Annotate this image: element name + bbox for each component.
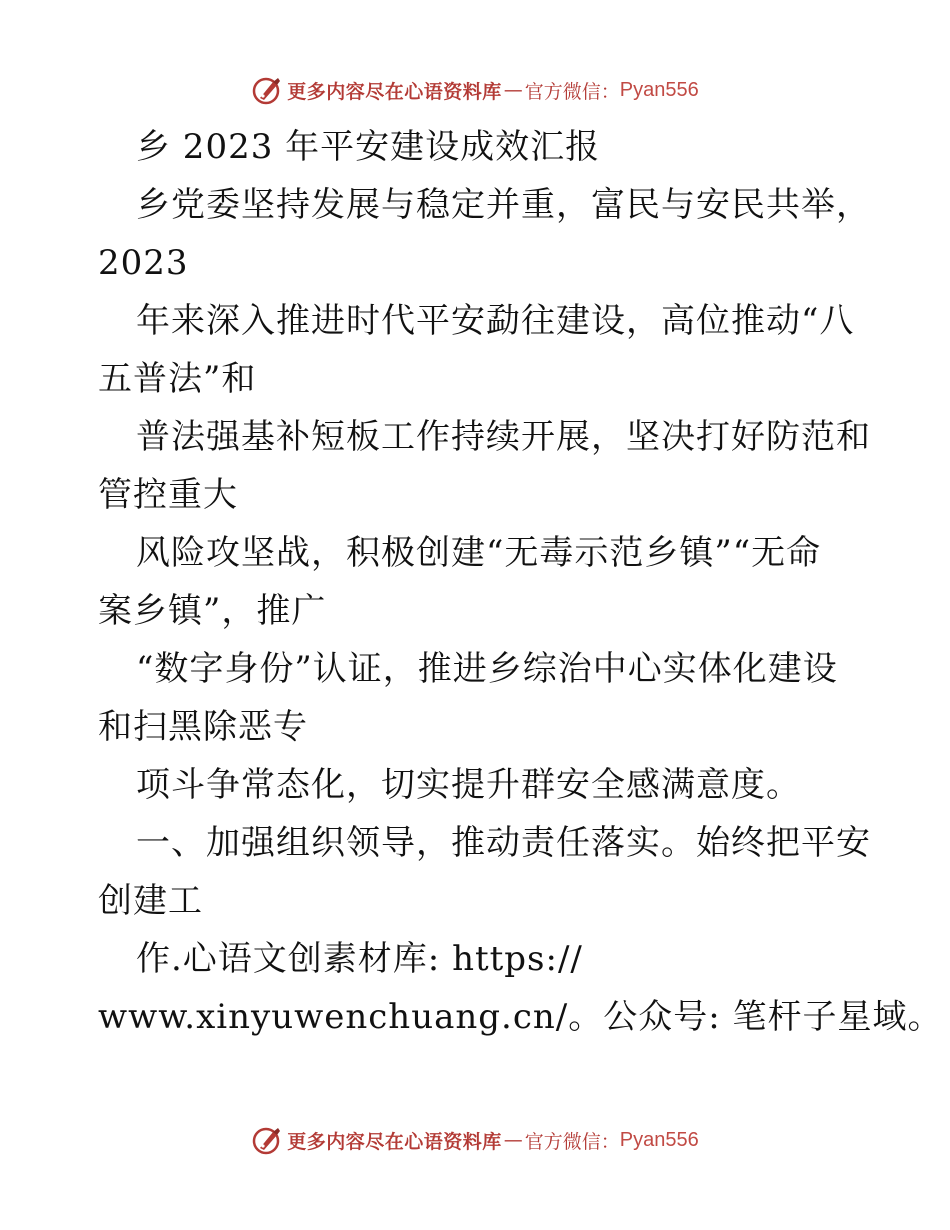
footer-watermark-banner: [0, 1120, 950, 1160]
section-heading-line: 一、加强组织领导，推动责任落实。始终把平安: [136, 823, 871, 863]
banner-wechat-id: Pyan556: [619, 78, 699, 101]
text-line: 年来深入推进时代平安勐往建设，高位推动“八: [136, 301, 855, 341]
text-line: 普法强基补短板工作持续开展，坚决打好防范和: [136, 417, 871, 457]
text-line: 乡党委坚持发展与稳定并重，富民与安民共举，: [136, 185, 871, 225]
text-line: 案乡镇”，推广: [98, 591, 327, 631]
text-line: 作.心语文创素材库: https://: [136, 939, 583, 979]
banner-dash: —: [503, 79, 523, 101]
banner-wechat-label: 官方微信：: [524, 80, 620, 103]
text-line: “数字身份”认证，推进乡综治中心实体化建设: [136, 649, 838, 689]
banner-wechat-label: 官方微信：: [524, 1130, 620, 1153]
banner-text: 更多内容尽在心语资料库: [287, 80, 502, 103]
banner-wechat-id: Pyan556: [619, 1128, 699, 1151]
document-body: [98, 118, 943, 1046]
text-line: www.xinyuwenchuang.cn/。公众号: 笔杆子星域。: [98, 997, 943, 1037]
document-title: 乡 2023 年平安建设成效汇报: [136, 127, 601, 167]
text-line: 和扫黑除恶专: [98, 707, 308, 747]
text-line: 管控重大: [98, 475, 238, 515]
header-watermark-banner: [0, 70, 950, 110]
pen-nib-logo-icon: [251, 74, 283, 106]
text-line: 创建工: [98, 881, 203, 921]
text-line: 项斗争常态化，切实提升群安全感满意度。: [136, 765, 801, 805]
text-line: 五普法”和: [98, 359, 257, 399]
pen-nib-logo-icon: [251, 1124, 283, 1156]
banner-dash: —: [503, 1129, 523, 1151]
banner-text: 更多内容尽在心语资料库: [287, 1130, 502, 1153]
text-line: 2023: [98, 243, 189, 283]
text-line: 风险攻坚战，积极创建“无毒示范乡镇”“无命: [136, 533, 822, 573]
